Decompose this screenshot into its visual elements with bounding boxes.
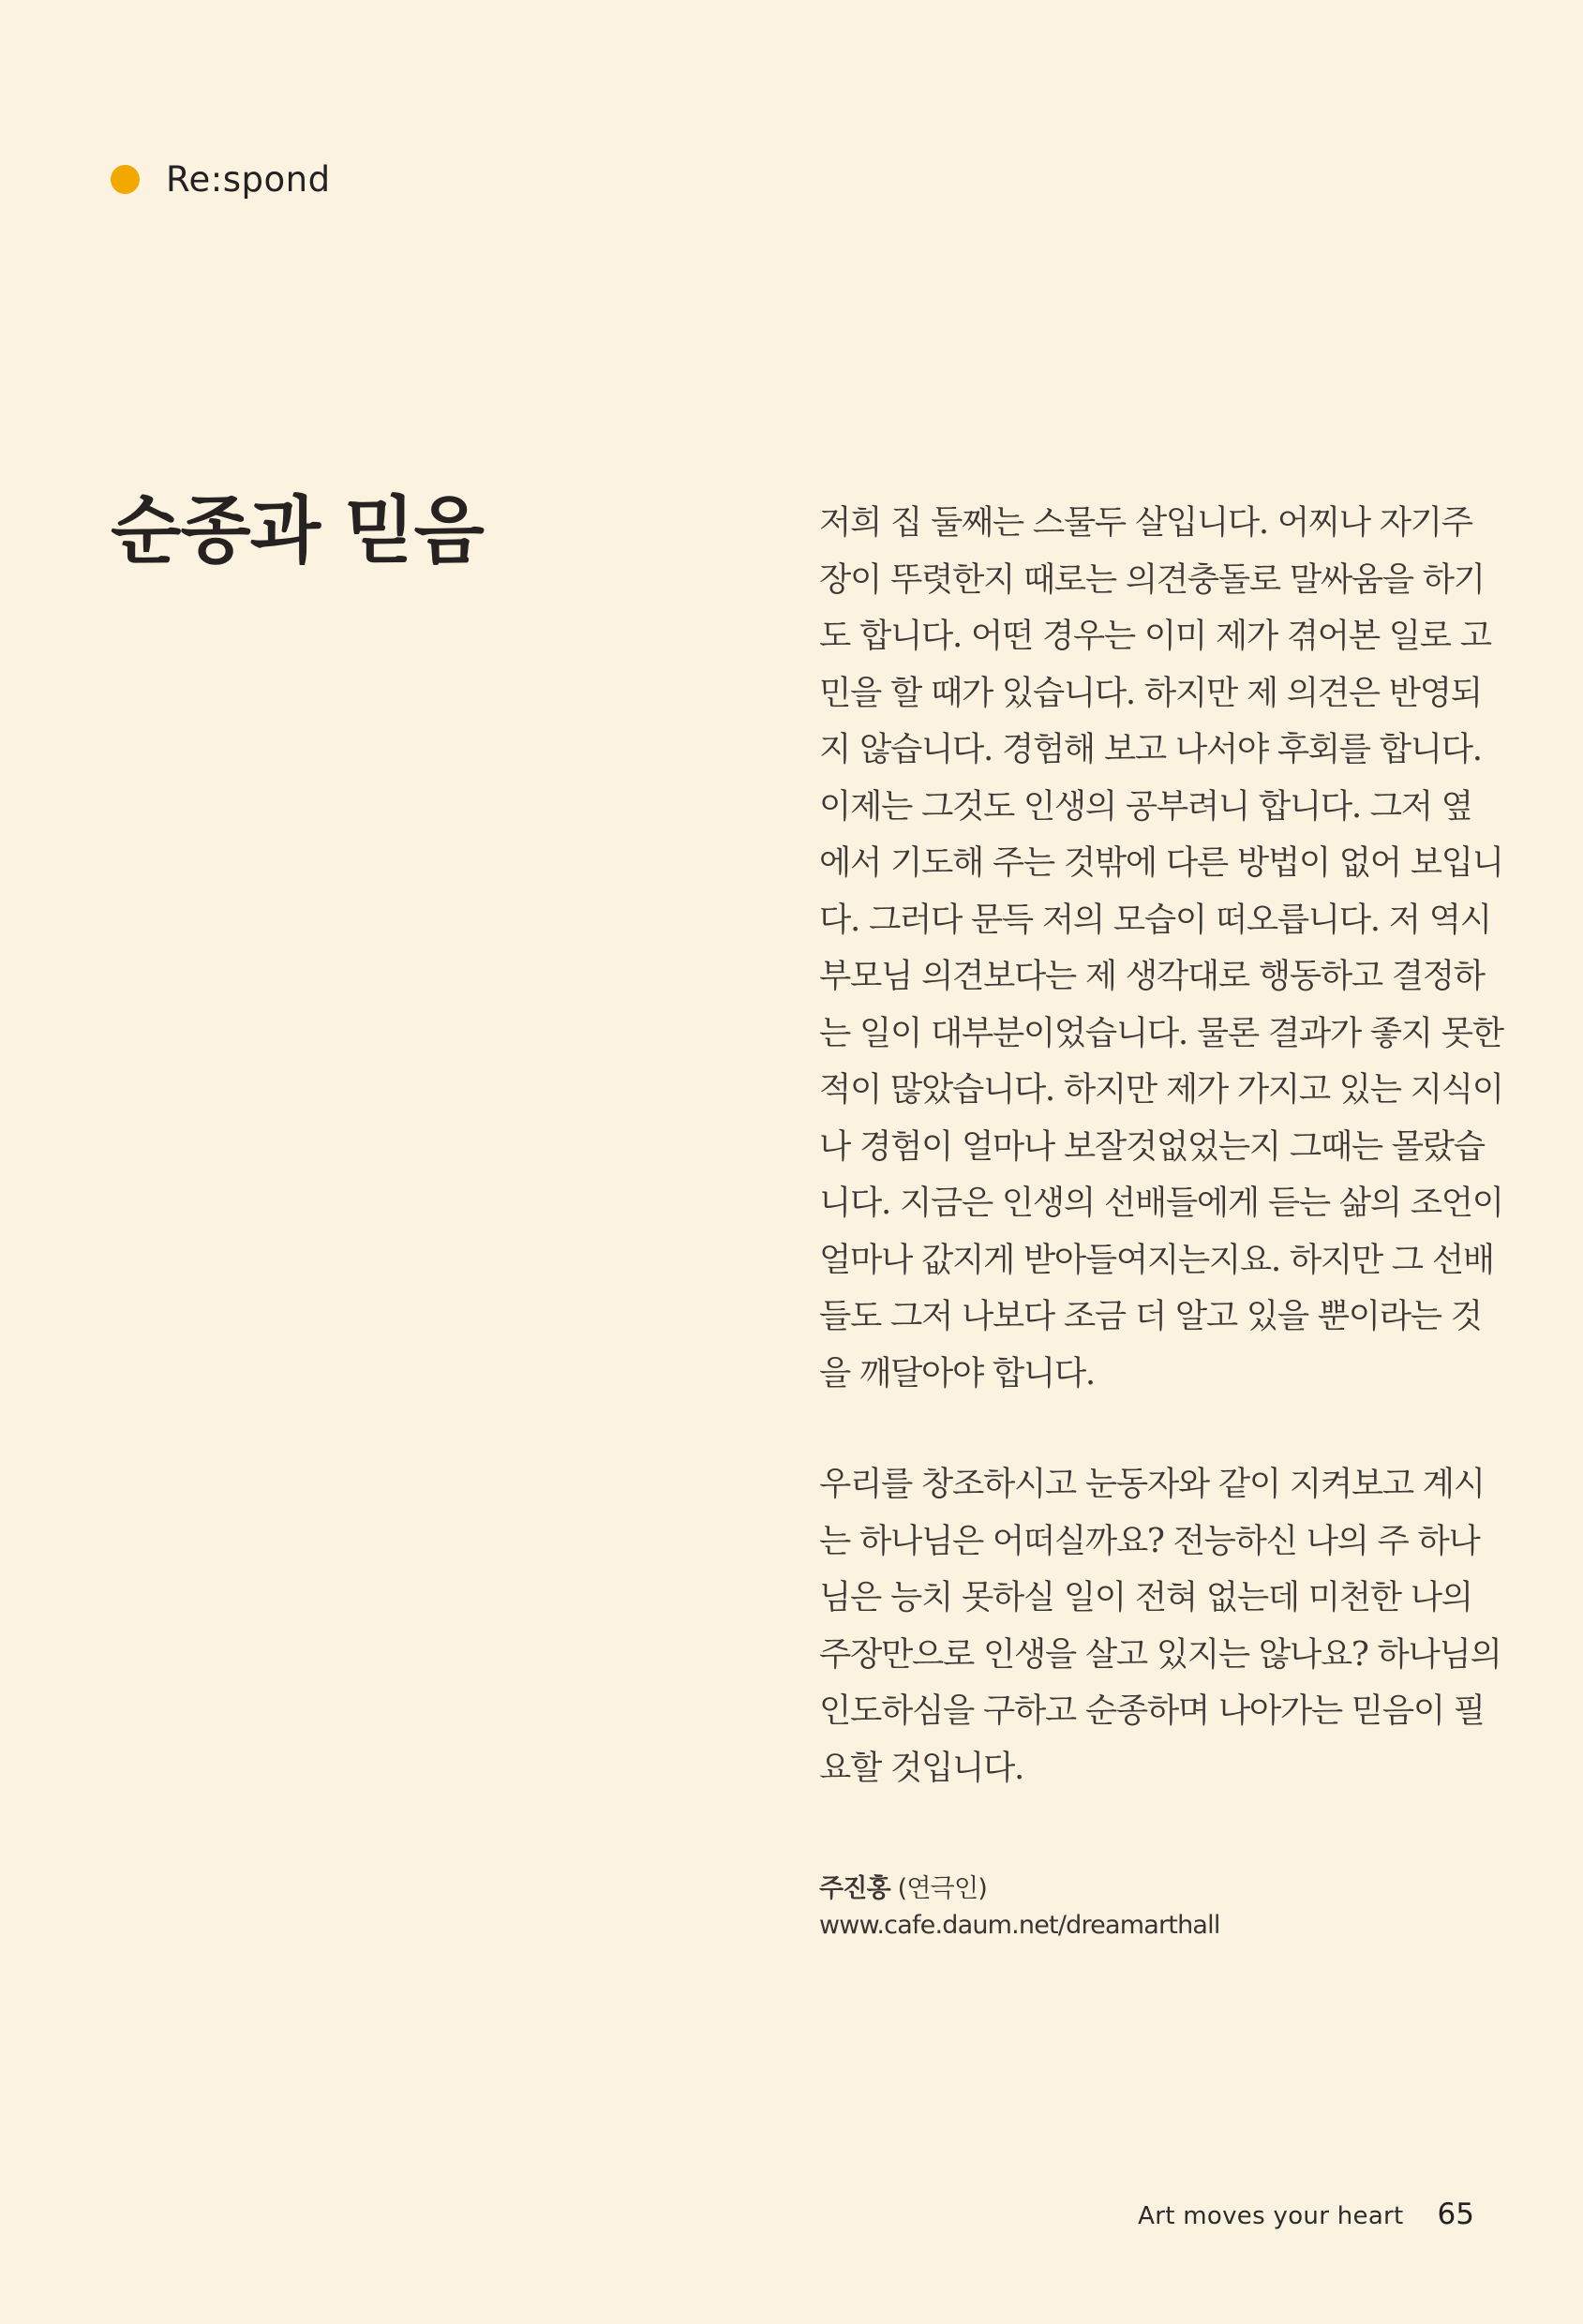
text-line: 다. 그러다 문득 저의 모습이 떠오릅니다. 저 역시: [819, 900, 1491, 939]
text-line: 님은 능치 못하실 일이 전혀 없는데 미천한 나의: [819, 1578, 1472, 1616]
article-body: [819, 495, 1503, 1796]
text-line: 적이 많았습니다. 하지만 제가 가지고 있는 지식이: [819, 1070, 1503, 1109]
author-name: 주진홍: [819, 1874, 890, 1903]
text-line: 부모님 의견보다는 제 생각대로 행동하고 결정하: [819, 957, 1485, 995]
text-line: 에서 기도해 주는 것밖에 다른 방법이 없어 보입니: [819, 843, 1503, 882]
text-line: 저희 집 둘째는 스물두 살입니다. 어찌나 자기주: [819, 503, 1472, 542]
page-footer: [1138, 2197, 1474, 2231]
text-line: 을 깨달아야 합니다.: [819, 1353, 1095, 1393]
paragraph-2: [819, 1456, 1501, 1796]
article-title: 순종과 믿음: [111, 488, 484, 574]
section-label: Re:spond: [166, 159, 331, 200]
text-line: 는 일이 대부분이었습니다. 물론 결과가 좋지 못한: [819, 1013, 1503, 1052]
text-line: 민을 할 때가 있습니다. 하지만 제 의견은 반영되: [819, 673, 1482, 712]
bullet-dot-icon: [111, 165, 140, 194]
text-line: 는 하나님은 어떠실까요? 전능하신 나의 주 하나: [819, 1521, 1480, 1560]
paragraph-1: [819, 495, 1503, 1402]
text-line: 우리를 창조하시고 눈동자와 같이 지켜보고 계시: [819, 1465, 1485, 1503]
text-line: 니다. 지금은 인생의 선배들에게 듣는 삶의 조언이: [819, 1184, 1503, 1222]
text-line: 도 합니다. 어떤 경우는 이미 제가 겪어본 일로 고: [819, 617, 1491, 655]
author-line: [819, 1871, 1220, 1907]
author-website-link[interactable]: www.cafe.daum.net/dreamarthall: [819, 1911, 1220, 1940]
text-line: 나 경험이 얼마나 보잘것없었는지 그때는 몰랐습: [819, 1126, 1485, 1166]
footer-tagline: Art moves your heart: [1138, 2202, 1404, 2230]
text-line: 지 않습니다. 경험해 보고 나서야 후회를 합니다.: [819, 730, 1482, 768]
text-line: 장이 뚜렷한지 때로는 의견충돌로 말싸움을 하기: [819, 559, 1485, 599]
text-line: 이제는 그것도 인생의 공부려니 합니다. 그저 옆: [819, 786, 1472, 826]
author-credit: [819, 1871, 1220, 1944]
text-line: 인도하심을 구하고 순종하며 나아가는 믿음이 필: [819, 1691, 1485, 1730]
page-number: 65: [1437, 2197, 1474, 2231]
text-line: 얼마나 값지게 받아들여지는지요. 하지만 그 선배: [819, 1240, 1494, 1279]
section-tag: [111, 159, 331, 200]
author-role: (연극인): [889, 1874, 987, 1903]
text-line: 들도 그저 나보다 조금 더 알고 있을 뿐이라는 것: [819, 1297, 1482, 1335]
text-line: 요할 것입니다.: [819, 1748, 1023, 1787]
text-line: 주장만으로 인생을 살고 있지는 않나요? 하나님의: [819, 1634, 1501, 1674]
